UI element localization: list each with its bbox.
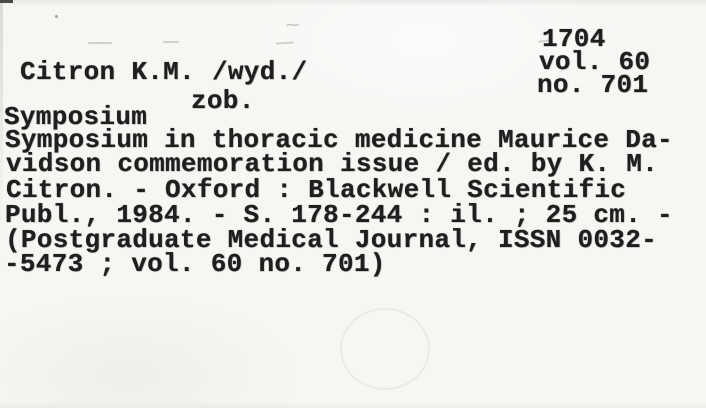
- volume-number: vol. 60: [539, 47, 651, 77]
- author-heading: Citron K.M.: [20, 57, 195, 87]
- description-line: Citron. - Oxford : Blackwell Scientific: [6, 175, 627, 205]
- description-line: vidson commemoration issue / ed. by K. M.: [6, 149, 659, 179]
- description-line: -5473 ; vol. 60 no. 701): [4, 249, 386, 279]
- scan-corner-mark: [0, 0, 13, 3]
- scan-smudge-mark: ⁓: [286, 18, 299, 33]
- issue-number: no. 701: [537, 70, 649, 100]
- subject-heading: Symposium: [4, 102, 148, 132]
- scan-smudge-dash: [88, 42, 112, 44]
- scan-edge-top: [0, 0, 706, 6]
- paper-ring-smudge: [340, 308, 430, 390]
- description-line: (Postgraduate Medical Journal, ISSN 0032-: [5, 225, 658, 255]
- ink-speck: [55, 15, 58, 18]
- scan-edge-left: [0, 0, 3, 240]
- scan-edge-bottom: [0, 402, 706, 408]
- description-line: Publ., 1984. - S. 178-244 : il. ; 25 cm. -: [5, 200, 673, 230]
- scan-smudge-dash: [163, 41, 179, 43]
- description-line: Symposium in thoracic medicine Maurice Da-: [5, 125, 673, 155]
- scan-smudge-dash: [276, 41, 294, 44]
- see-reference-note: zob.: [191, 86, 255, 116]
- editor-role-note: /wyd./: [212, 57, 308, 87]
- card-number: 1704: [542, 24, 606, 54]
